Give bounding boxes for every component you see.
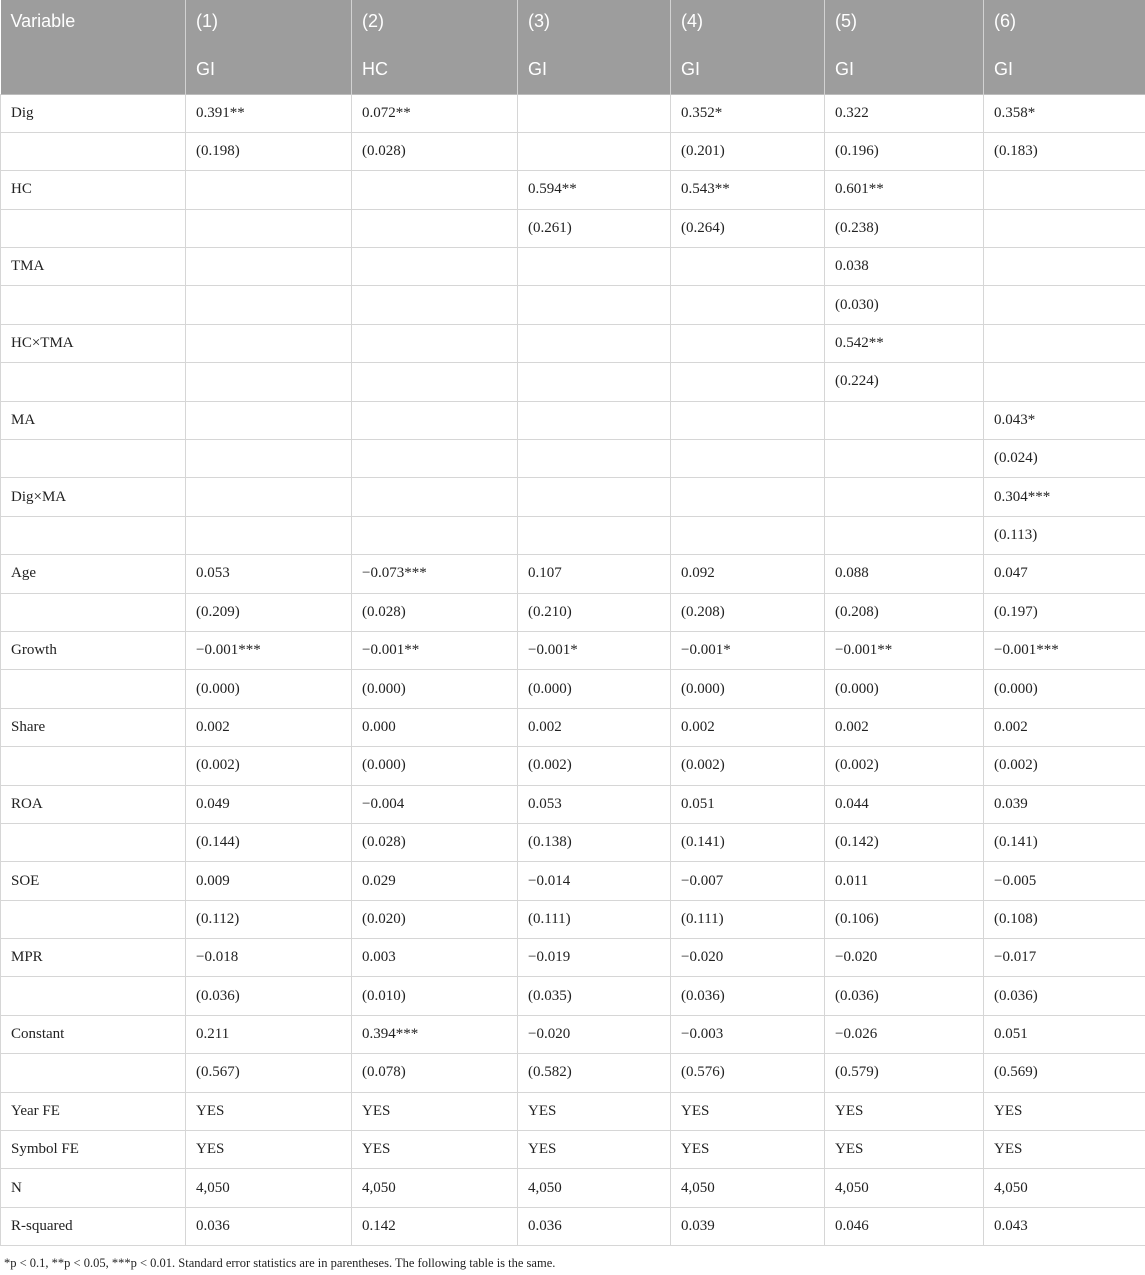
table-cell: (0.112) — [186, 900, 352, 938]
row-label: Dig×MA — [1, 478, 186, 516]
table-row — [1, 1131, 1145, 1169]
header-row-model-numbers — [1, 0, 1145, 47]
row-label: Growth — [1, 631, 186, 669]
table-row — [1, 593, 1145, 631]
table-body — [1, 94, 1145, 1246]
table-row — [1, 94, 1145, 132]
table-cell: −0.005 — [984, 862, 1145, 900]
table-row — [1, 977, 1145, 1015]
table-cell: −0.026 — [825, 1015, 984, 1053]
table-cell: 4,050 — [186, 1169, 352, 1207]
row-label: Year FE — [1, 1092, 186, 1130]
table-cell: (0.036) — [984, 977, 1145, 1015]
table-row — [1, 209, 1145, 247]
table-cell: (0.111) — [518, 900, 671, 938]
table-cell — [671, 440, 825, 478]
table-cell: 0.036 — [518, 1207, 671, 1245]
table-cell: −0.019 — [518, 939, 671, 977]
table-cell — [825, 401, 984, 439]
table-cell: (0.138) — [518, 823, 671, 861]
table-cell: (0.002) — [825, 747, 984, 785]
table-cell — [352, 209, 518, 247]
row-label — [1, 900, 186, 938]
table-cell — [518, 286, 671, 324]
table-cell — [352, 324, 518, 362]
table-cell — [518, 132, 671, 170]
table-cell: 0.072** — [352, 94, 518, 132]
table-cell — [352, 363, 518, 401]
table-cell: 4,050 — [984, 1169, 1145, 1207]
table-cell: (0.576) — [671, 1054, 825, 1092]
table-cell: (0.036) — [825, 977, 984, 1015]
table-cell: (0.028) — [352, 823, 518, 861]
table-cell: (0.000) — [518, 670, 671, 708]
row-label: MA — [1, 401, 186, 439]
table-cell: −0.003 — [671, 1015, 825, 1053]
table-cell: 0.053 — [518, 785, 671, 823]
table-cell: (0.030) — [825, 286, 984, 324]
table-row — [1, 1207, 1145, 1245]
row-label — [1, 516, 186, 554]
table-cell: (0.000) — [984, 670, 1145, 708]
row-label: N — [1, 1169, 186, 1207]
table-cell: −0.001** — [825, 631, 984, 669]
table-row — [1, 440, 1145, 478]
table-cell: −0.007 — [671, 862, 825, 900]
table-cell: −0.018 — [186, 939, 352, 977]
table-cell: 0.039 — [984, 785, 1145, 823]
table-cell — [825, 516, 984, 554]
header-dependent-var: GI — [186, 47, 352, 94]
table-cell — [671, 401, 825, 439]
table-cell — [984, 324, 1145, 362]
table-cell: (0.208) — [671, 593, 825, 631]
table-cell — [352, 478, 518, 516]
table-cell: YES — [825, 1131, 984, 1169]
table-cell: 4,050 — [518, 1169, 671, 1207]
table-header — [1, 0, 1145, 94]
table-cell: (0.010) — [352, 977, 518, 1015]
table-cell — [186, 516, 352, 554]
table-cell: (0.000) — [671, 670, 825, 708]
table-cell: 0.002 — [825, 708, 984, 746]
table-cell: (0.144) — [186, 823, 352, 861]
table-cell: (0.002) — [984, 747, 1145, 785]
header-model-number: (5) — [825, 0, 984, 47]
row-label: Age — [1, 555, 186, 593]
table-cell: (0.208) — [825, 593, 984, 631]
table-row — [1, 516, 1145, 554]
table-cell: 0.002 — [671, 708, 825, 746]
table-row — [1, 708, 1145, 746]
row-label: Symbol FE — [1, 1131, 186, 1169]
row-label: ROA — [1, 785, 186, 823]
table-cell: (0.224) — [825, 363, 984, 401]
table-cell: 0.142 — [352, 1207, 518, 1245]
table-cell: (0.183) — [984, 132, 1145, 170]
table-cell: 0.039 — [671, 1207, 825, 1245]
table-cell: (0.028) — [352, 593, 518, 631]
table-cell — [352, 286, 518, 324]
table-cell: (0.036) — [186, 977, 352, 1015]
row-label — [1, 132, 186, 170]
table-row — [1, 862, 1145, 900]
table-cell — [984, 248, 1145, 286]
table-cell: 0.038 — [825, 248, 984, 286]
table-cell: 0.002 — [984, 708, 1145, 746]
table-footnote: *p < 0.1, **p < 0.05, ***p < 0.01. Standard error statistics are in parentheses. The following table is the same. — [4, 1256, 556, 1270]
table-cell: (0.002) — [671, 747, 825, 785]
table-cell: YES — [352, 1131, 518, 1169]
row-label: R-squared — [1, 1207, 186, 1245]
table-cell: (0.141) — [671, 823, 825, 861]
table-cell — [352, 171, 518, 209]
table-row — [1, 401, 1145, 439]
table-cell — [518, 440, 671, 478]
table-cell: 0.036 — [186, 1207, 352, 1245]
table-cell — [518, 478, 671, 516]
header-model-number: (4) — [671, 0, 825, 47]
header-row-dependent-vars — [1, 47, 1145, 94]
table-cell — [186, 248, 352, 286]
table-cell: (0.111) — [671, 900, 825, 938]
table-cell: (0.000) — [352, 747, 518, 785]
table-cell — [671, 516, 825, 554]
table-cell: 0.043* — [984, 401, 1145, 439]
table-cell: −0.020 — [671, 939, 825, 977]
table-cell — [518, 324, 671, 362]
table-cell: 0.601** — [825, 171, 984, 209]
table-row — [1, 286, 1145, 324]
table-cell: YES — [825, 1092, 984, 1130]
table-cell: (0.036) — [671, 977, 825, 1015]
row-label — [1, 363, 186, 401]
table-cell: YES — [352, 1092, 518, 1130]
table-cell: (0.106) — [825, 900, 984, 938]
header-dependent-var: GI — [984, 47, 1145, 94]
table-cell — [671, 324, 825, 362]
row-label — [1, 823, 186, 861]
table-cell: (0.024) — [984, 440, 1145, 478]
table-cell — [518, 401, 671, 439]
header-blank — [1, 47, 186, 94]
table-cell: 0.211 — [186, 1015, 352, 1053]
table-cell — [186, 209, 352, 247]
table-cell: 0.002 — [518, 708, 671, 746]
table-cell: 0.047 — [984, 555, 1145, 593]
table-cell: 0.542** — [825, 324, 984, 362]
row-label — [1, 670, 186, 708]
table-cell: (0.567) — [186, 1054, 352, 1092]
table-cell: −0.020 — [518, 1015, 671, 1053]
table-cell: −0.001*** — [984, 631, 1145, 669]
table-cell: 0.594** — [518, 171, 671, 209]
table-row — [1, 785, 1145, 823]
table-row — [1, 670, 1145, 708]
table-cell: (0.002) — [186, 747, 352, 785]
table-cell: 0.003 — [352, 939, 518, 977]
table-cell: 0.011 — [825, 862, 984, 900]
table-cell: −0.001* — [518, 631, 671, 669]
header-model-number: (3) — [518, 0, 671, 47]
table-cell: −0.001** — [352, 631, 518, 669]
table-row — [1, 248, 1145, 286]
table-row — [1, 939, 1145, 977]
row-label: SOE — [1, 862, 186, 900]
row-label — [1, 977, 186, 1015]
table-cell: −0.004 — [352, 785, 518, 823]
table-cell — [518, 248, 671, 286]
table-row — [1, 1092, 1145, 1130]
table-cell: 0.000 — [352, 708, 518, 746]
table-cell: −0.001*** — [186, 631, 352, 669]
table-cell: (0.261) — [518, 209, 671, 247]
table-cell — [186, 363, 352, 401]
table-cell — [352, 440, 518, 478]
header-dependent-var: HC — [352, 47, 518, 94]
table-cell: YES — [671, 1131, 825, 1169]
table-cell — [984, 286, 1145, 324]
table-row — [1, 631, 1145, 669]
table-cell: 0.322 — [825, 94, 984, 132]
table-cell: (0.002) — [518, 747, 671, 785]
table-cell — [186, 286, 352, 324]
table-cell: (0.201) — [671, 132, 825, 170]
table-cell: 0.029 — [352, 862, 518, 900]
table-row — [1, 823, 1145, 861]
table-row — [1, 132, 1145, 170]
table-cell — [984, 171, 1145, 209]
table-cell — [518, 94, 671, 132]
row-label: Share — [1, 708, 186, 746]
table-cell — [186, 440, 352, 478]
row-label — [1, 440, 186, 478]
table-cell — [671, 248, 825, 286]
row-label — [1, 1054, 186, 1092]
table-cell: 0.092 — [671, 555, 825, 593]
table-cell: −0.020 — [825, 939, 984, 977]
table-row — [1, 324, 1145, 362]
table-cell: (0.197) — [984, 593, 1145, 631]
header-model-number: (1) — [186, 0, 352, 47]
table-cell: −0.017 — [984, 939, 1145, 977]
header-dependent-var: GI — [671, 47, 825, 94]
table-row — [1, 555, 1145, 593]
table-cell: 0.107 — [518, 555, 671, 593]
table-row — [1, 478, 1145, 516]
table-cell: (0.582) — [518, 1054, 671, 1092]
table-cell: (0.238) — [825, 209, 984, 247]
row-label — [1, 593, 186, 631]
table-cell: YES — [518, 1131, 671, 1169]
table-cell: (0.142) — [825, 823, 984, 861]
row-label: HC×TMA — [1, 324, 186, 362]
table-cell: (0.579) — [825, 1054, 984, 1092]
row-label: MPR — [1, 939, 186, 977]
table-cell: YES — [984, 1131, 1145, 1169]
table-cell — [518, 516, 671, 554]
table-cell: (0.020) — [352, 900, 518, 938]
header-variable: Variable — [1, 0, 186, 47]
table-cell: 4,050 — [825, 1169, 984, 1207]
row-label — [1, 747, 186, 785]
table-row — [1, 1015, 1145, 1053]
row-label: Constant — [1, 1015, 186, 1053]
table-cell: (0.209) — [186, 593, 352, 631]
header-model-number: (6) — [984, 0, 1145, 47]
table-cell: 4,050 — [352, 1169, 518, 1207]
table-cell: 0.051 — [671, 785, 825, 823]
table-cell: 0.053 — [186, 555, 352, 593]
table-cell: −0.014 — [518, 862, 671, 900]
table-row — [1, 363, 1145, 401]
table-cell: (0.078) — [352, 1054, 518, 1092]
table-cell: (0.210) — [518, 593, 671, 631]
table-row — [1, 747, 1145, 785]
table-cell: YES — [186, 1131, 352, 1169]
table-cell: −0.001* — [671, 631, 825, 669]
table-cell — [671, 478, 825, 516]
table-cell: (0.000) — [825, 670, 984, 708]
table-cell: 4,050 — [671, 1169, 825, 1207]
table-cell: 0.304*** — [984, 478, 1145, 516]
row-label: HC — [1, 171, 186, 209]
table-cell — [518, 363, 671, 401]
table-row — [1, 1169, 1145, 1207]
table-cell: 0.051 — [984, 1015, 1145, 1053]
table-cell — [825, 440, 984, 478]
row-label — [1, 209, 186, 247]
table-cell: (0.196) — [825, 132, 984, 170]
table-cell: 0.543** — [671, 171, 825, 209]
table-cell — [186, 401, 352, 439]
table-cell: (0.569) — [984, 1054, 1145, 1092]
row-label: Dig — [1, 94, 186, 132]
table-cell: (0.000) — [186, 670, 352, 708]
table-cell: 0.394*** — [352, 1015, 518, 1053]
table-row — [1, 900, 1145, 938]
table-cell: 0.352* — [671, 94, 825, 132]
table-cell: (0.113) — [984, 516, 1145, 554]
table-cell: 0.002 — [186, 708, 352, 746]
table-cell — [984, 363, 1145, 401]
table-cell: YES — [984, 1092, 1145, 1130]
table-cell: 0.358* — [984, 94, 1145, 132]
table-cell — [671, 363, 825, 401]
header-model-number: (2) — [352, 0, 518, 47]
table-cell: 0.043 — [984, 1207, 1145, 1245]
table-cell: YES — [671, 1092, 825, 1130]
row-label — [1, 286, 186, 324]
table-cell — [186, 478, 352, 516]
table-cell — [825, 478, 984, 516]
table-cell: (0.198) — [186, 132, 352, 170]
table-row — [1, 1054, 1145, 1092]
table-cell — [984, 209, 1145, 247]
table-cell: 0.044 — [825, 785, 984, 823]
table-cell — [352, 401, 518, 439]
table-cell — [352, 516, 518, 554]
table-cell: YES — [186, 1092, 352, 1130]
table-cell: 0.009 — [186, 862, 352, 900]
table-cell: (0.264) — [671, 209, 825, 247]
header-dependent-var: GI — [518, 47, 671, 94]
table-cell: 0.391** — [186, 94, 352, 132]
table-cell: (0.108) — [984, 900, 1145, 938]
table-cell — [671, 286, 825, 324]
header-dependent-var: GI — [825, 47, 984, 94]
table-cell — [352, 248, 518, 286]
table-row — [1, 171, 1145, 209]
table-cell: −0.073*** — [352, 555, 518, 593]
table-cell: (0.035) — [518, 977, 671, 1015]
table-cell: 0.088 — [825, 555, 984, 593]
table-cell — [186, 171, 352, 209]
table-cell: YES — [518, 1092, 671, 1130]
table-cell: (0.141) — [984, 823, 1145, 861]
table-cell: 0.046 — [825, 1207, 984, 1245]
table-cell — [186, 324, 352, 362]
table-cell: 0.049 — [186, 785, 352, 823]
row-label: TMA — [1, 248, 186, 286]
table-cell: (0.000) — [352, 670, 518, 708]
table-cell: (0.028) — [352, 132, 518, 170]
